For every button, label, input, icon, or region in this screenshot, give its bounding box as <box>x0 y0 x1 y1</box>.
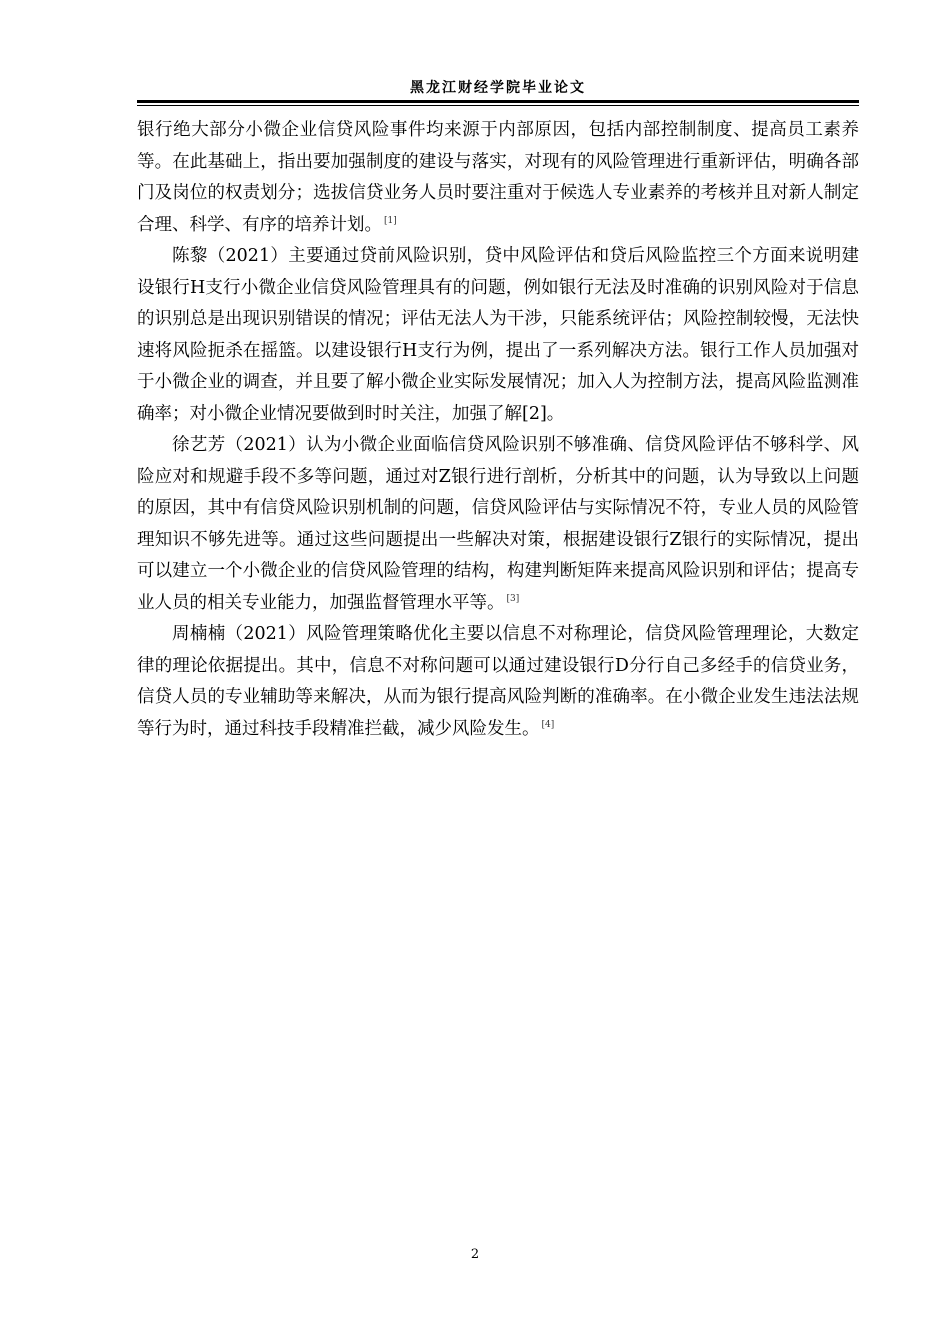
page-number: 2 <box>470 1247 480 1262</box>
header-rule-thin <box>137 105 859 106</box>
document-body <box>137 115 859 745</box>
page-header-title: 黑龙江财经学院毕业论文 <box>410 80 586 96</box>
paragraph-4-text: 周楠楠（2021）风险管理策略优化主要以信息不对称理论，信贷风险管理理论，大数定律的理论依据提出。其中，信息不对称问题可以通过建设银行D分行自己多经手的信贷业务，信贷人员的专业辅助等来解决，从而为银行提高风险判断的准确率。在小微企业发生违法法规等行为时，通过科技手段精准拦截，减少风险发生。 <box>137 624 859 739</box>
paragraph-2 <box>137 241 859 430</box>
paragraph-2-text: 陈黎（2021）主要通过贷前风险识别，贷中风险评估和贷后风险监控三个方面来说明建设银行H支行小微企业信贷风险管理具有的问题，例如银行无法及时准确的识别风险对于信息的识别总是出现识别错误的情况；评估无法人为干涉，只能系统评估；风险控制较慢，无法快速将风险扼杀在摇篮。以建设银行H支行为例，提出了一系列解决方法。银行工作人员加强对于小微企业的调查，并且要了解小微企业实际发展情况；加入人为控制方法，提高风险监测准确率；对小微企业情况要做到时时关注，加强了解[2]。 <box>137 246 859 424</box>
citation-3: [3] <box>506 593 520 604</box>
header-rule-thick <box>137 100 859 103</box>
citation-4: [4] <box>541 719 555 730</box>
paragraph-3 <box>137 430 859 619</box>
paragraph-4 <box>137 619 859 745</box>
citation-1: [1] <box>384 215 397 226</box>
paragraph-1 <box>137 115 859 241</box>
paragraph-1-text: 银行绝大部分小微企业信贷风险事件均来源于内部原因，包括内部控制制度、提高员工素养等。在此基础上，指出要加强制度的建设与落实，对现有的风险管理进行重新评估，明确各部门及岗位的权责划分；选拔信贷业务人员时要注重对于候选人专业素养的考核并且对新人制定合理、科学、有序的培养计划。 <box>137 120 859 235</box>
paragraph-3-text: 徐艺芳（2021）认为小微企业面临信贷风险识别不够准确、信贷风险评估不够科学、风险应对和规避手段不多等问题，通过对Z银行进行剖析，分析其中的问题，认为导致以上问题的原因，其中有信贷风险识别机制的问题，信贷风险评估与实际情况不符，专业人员的风险管理知识不够先进等。通过这些问题提出一些解决对策，根据建设银行Z银行的实际情况，提出可以建立一个小微企业的信贷风险管理的结构，构建判断矩阵来提高风险识别和评估；提高专业人员的相关专业能力，加强监督管理水平等。 <box>137 435 859 613</box>
